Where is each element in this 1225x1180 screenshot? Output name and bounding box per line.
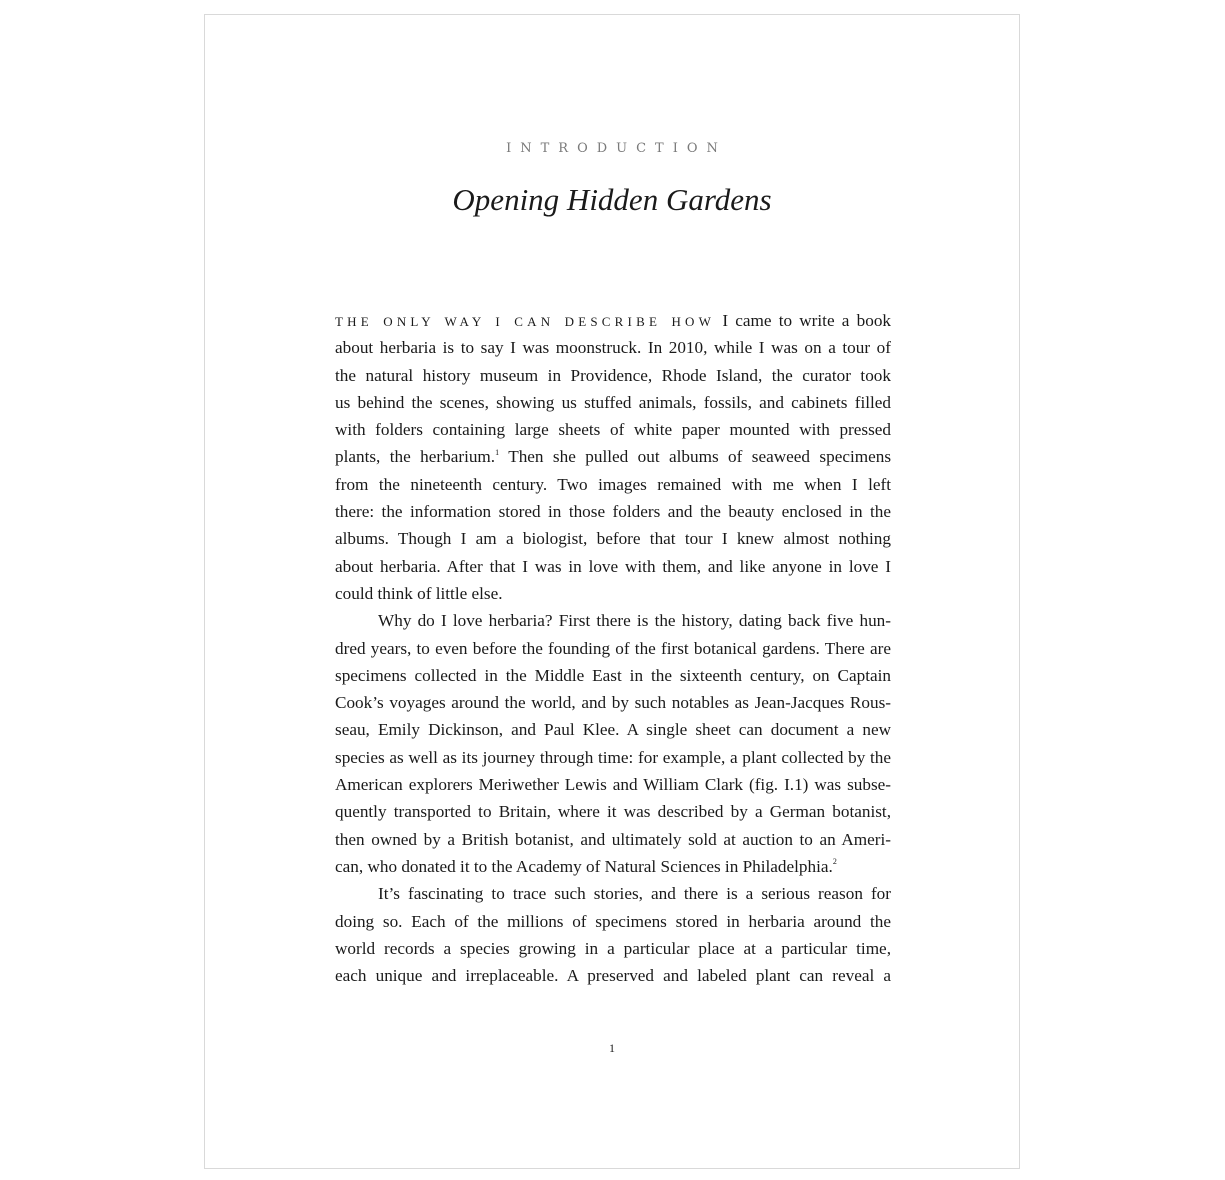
text-line: the natural history museum in Providence, Rhode Island, the curator took <box>335 365 891 385</box>
text-line: us behind the scenes, showing us stuffed animals, fossils, and cabinets filled <box>335 392 891 412</box>
paragraph-3 <box>335 880 891 989</box>
text-span: plants, the herbarium. <box>335 447 496 467</box>
paragraph-1 <box>335 307 891 607</box>
text-line: with folders containing large sheets of white paper mounted with pressed <box>335 420 891 440</box>
lead-in-smallcaps: THE ONLY WAY I CAN DESCRIBE HOW <box>335 314 716 329</box>
footnote-marker: 1 <box>495 447 500 457</box>
text-line: seau, Emily Dickinson, and Paul Klee. A single sheet can document a new <box>335 720 891 740</box>
book-page <box>204 14 1020 1169</box>
text-span: I came to write a book <box>715 311 892 330</box>
text-line: about herbaria. After that I was in love with them, and like anyone in love I <box>335 556 891 576</box>
text-line: world records a species growing in a particular place at a particular time, <box>335 938 891 958</box>
body-text <box>335 307 891 989</box>
chapter-kicker: INTRODUCTION <box>506 141 727 156</box>
text-span: can, who donated it to the Academy of Natural Sciences in Philadelphia. <box>335 856 833 876</box>
footnote-marker: 2 <box>832 857 837 867</box>
text-line: American explorers Meriwether Lewis and William Clark (fig. I.1) was subse- <box>335 775 891 795</box>
text-line: albums. Though I am a biologist, before that tour I knew almost nothing <box>335 529 891 549</box>
text-line: Why do I love herbaria? First there is the history, dating back five hun- <box>378 611 891 631</box>
text-line: about herbaria is to say I was moonstruck. In 2010, while I was on a tour of <box>335 338 891 358</box>
text-line: specimens collected in the Middle East in the sixteenth century, on Captain <box>335 665 891 685</box>
text-line: could think of little else. <box>335 583 503 603</box>
page-number: 1 <box>609 1041 615 1055</box>
text-line <box>335 307 891 334</box>
text-line: each unique and irreplaceable. A preserved and labeled plant can reveal a <box>335 966 891 986</box>
text-line <box>335 443 891 470</box>
chapter-title: Opening Hidden Gardens <box>452 182 772 217</box>
text-line: dred years, to even before the founding of the first botanical gardens. There are <box>335 638 891 658</box>
text-line: species as well as its journey through time: for example, a plant collected by the <box>335 747 891 767</box>
text-line: quently transported to Britain, where it was described by a German botanist, <box>335 802 891 822</box>
text-line: from the nineteenth century. Two images remained with me when I left <box>335 474 891 494</box>
text-span: Then she pulled out albums of seaweed specimens <box>499 447 892 467</box>
text-line: Cook’s voyages around the world, and by such notables as Jean-Jacques Rous- <box>335 693 891 713</box>
text-line <box>335 853 891 880</box>
text-line: then owned by a British botanist, and ultimately sold at auction to an Ameri- <box>335 829 891 849</box>
text-line: It’s fascinating to trace such stories, and there is a serious reason for <box>378 884 891 904</box>
text-line: doing so. Each of the millions of specimens stored in herbaria around the <box>335 911 891 931</box>
paragraph-2 <box>335 607 891 880</box>
text-line: there: the information stored in those folders and the beauty enclosed in the <box>335 502 891 522</box>
